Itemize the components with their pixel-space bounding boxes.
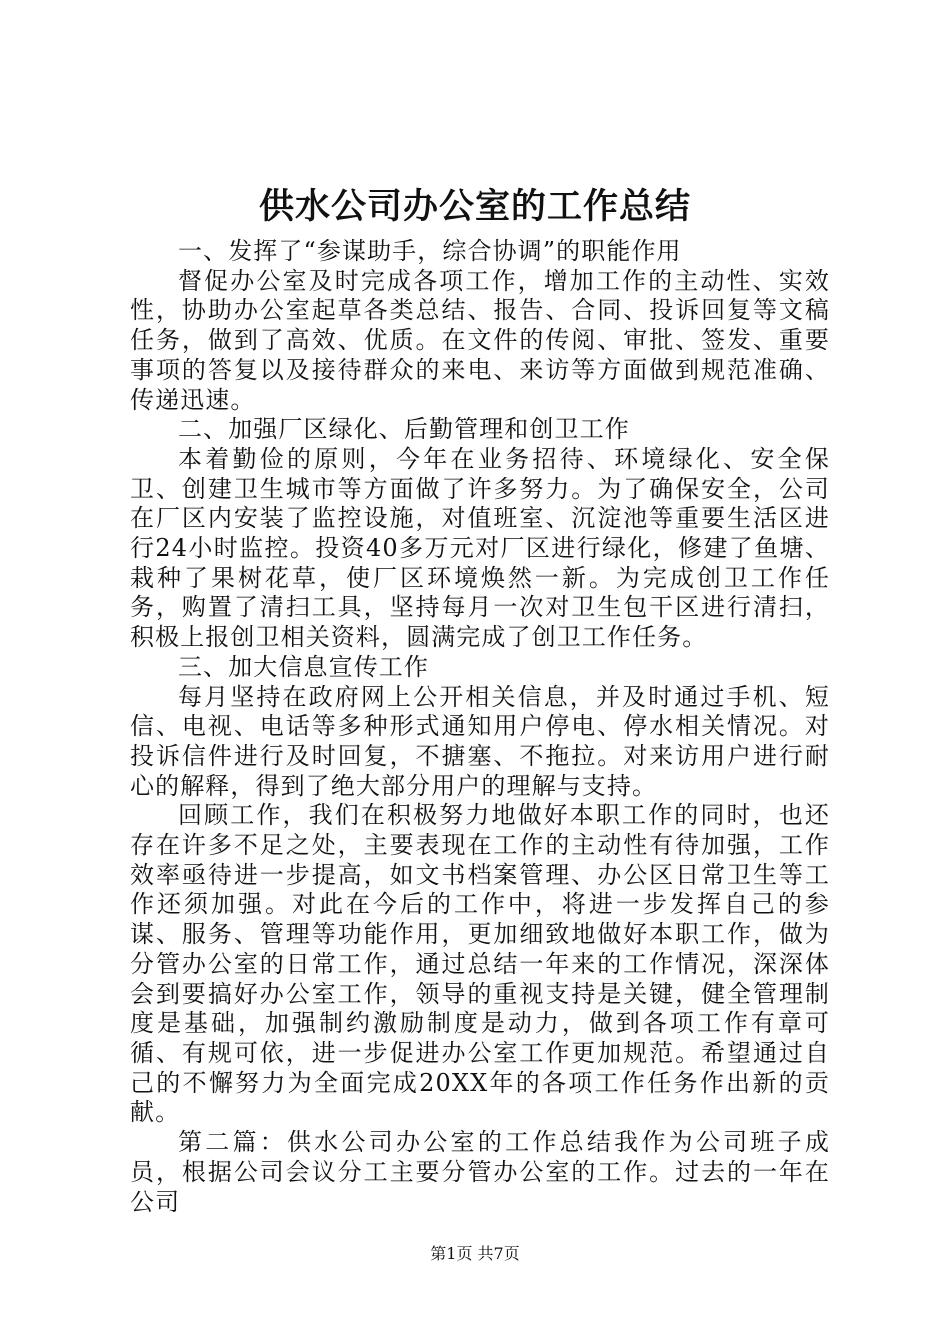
paragraph: 本着勤俭的原则，今年在业务招待、环境绿化、安全保卫、创建卫生城市等方面做了许多努力。为了确保安全，公司在厂区内安装了监控设施，对值班室、沉淀池等重要生活区进行24小时监控。投资40多万元对厂区进行绿化，修建了鱼塘、栽种了果树花草，使厂区环境焕然一新。为完成创卫工作任务，购置了清扫工具，坚持每月一次对卫生包干区进行清扫，积极上报创卫相关资料，圆满完成了创卫工作任务。 [130,444,830,652]
paragraph: 督促办公室及时完成各项工作，增加工作的主动性、实效性，协助办公室起草各类总结、报告、合同、投诉回复等文稿任务，做到了高效、优质。在文件的传阅、审批、签发、重要事项的答复以及接待群众的来电、来访等方面做到规范准确、传递迅速。 [130,266,830,414]
document-body [130,237,830,1217]
page-footer: 第1页 共7页 [430,1244,520,1263]
paragraph: 第二篇：供水公司办公室的工作总结我作为公司班子成员，根据公司会议分工主要分管办公室的工作。过去的一年在公司 [130,1128,830,1216]
section-heading-3: 三、加大信息宣传工作 [178,652,429,681]
section-heading-1: 一、发挥了“参谋助手，综合协调”的职能作用 [178,237,682,265]
section-heading-2: 二、加强厂区绿化、后勤管理和创卫工作 [178,415,630,444]
paragraph: 回顾工作，我们在积极努力地做好本职工作的同时，也还存在许多不足之处，主要表现在工作的主动性有待加强，工作效率亟待进一步提高，如文书档案管理、办公区日常卫生等工作还须加强。对此在今后的工作中，将进一步发挥自己的参谋、服务、管理等功能作用，更加细致地做好本职工作，做为分管办公室的日常工作，通过总结一年来的工作情况，深深体会到要搞好办公室工作，领导的重视支持是关键，健全管理制度是基础，加强制约激励制度是动力，做到各项工作有章可循、有规可依，进一步促进办公室工作更加规范。希望通过自己的不懈努力为全面完成20XX年的各项工作任务作出新的贡献。 [130,801,830,1127]
document-title: 供水公司办公室的工作总结 [258,186,691,227]
paragraph: 每月坚持在政府网上公开相关信息，并及时通过手机、短信、电视、电话等多种形式通知用户停电、停水相关情况。对投诉信件进行及时回复，不搪塞、不拖拉。对来访用户进行耐心的解释，得到了绝大部分用户的理解与支持。 [130,682,830,800]
